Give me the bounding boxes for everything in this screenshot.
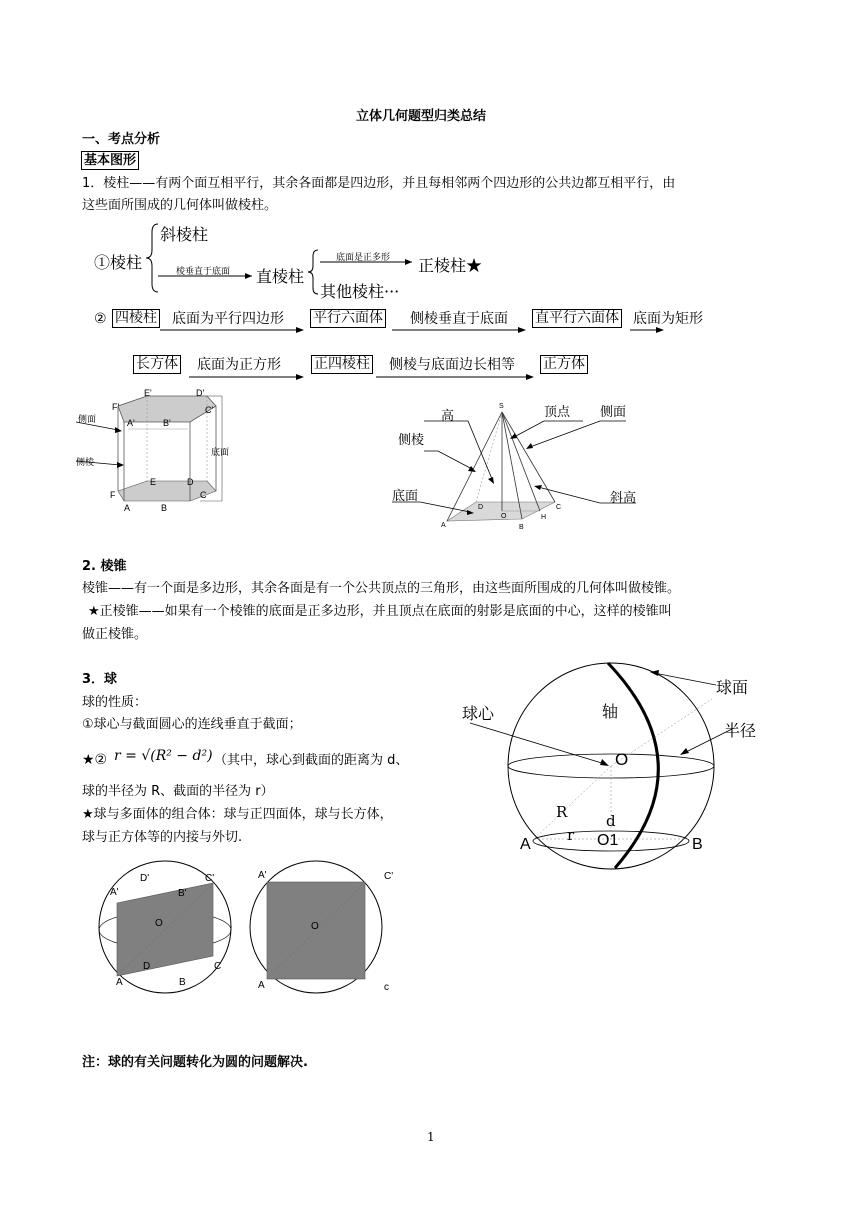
pyramid-vertex-S: S <box>499 403 504 410</box>
chain-parallelepiped: 平行六面体 <box>310 309 386 328</box>
chain-cuboid: 长方体 <box>133 355 181 374</box>
pyramid-label-side-face: 侧面 <box>600 405 627 420</box>
sphere-label-axis: 轴 <box>602 702 619 721</box>
sphere-properties-heading: 球的性质： <box>82 695 148 710</box>
chain-number: ② <box>94 311 107 327</box>
sphere-center-O: O <box>615 750 629 769</box>
chain-label-equal-edges: 侧棱与底面边长相等 <box>389 357 515 373</box>
hex-vertex-E: E <box>150 477 157 487</box>
sphere-property-2-note: （其中，球心到截面的距离为 d、 <box>214 753 409 768</box>
insc-right-c: c <box>384 982 389 993</box>
tree-right-prism: 直棱柱 <box>256 267 305 286</box>
pyramid-definition: 棱锥——有一个面是多边形，其余各面是有一个公共顶点的三角形，由这些面所围成的几何体叫做棱锥。 <box>82 581 681 596</box>
insc-right-O: O <box>311 921 319 932</box>
insc-left-B: B <box>179 977 186 988</box>
chain-cube: 正方体 <box>540 355 588 374</box>
hex-label-side-face: 侧面 <box>78 415 97 425</box>
insc-left-A: A <box>116 977 123 988</box>
insc-left-O: O <box>155 918 163 929</box>
insc-left-D: D <box>143 961 151 972</box>
hex-vertex-F1: F' <box>112 402 120 412</box>
insc-right-A: A <box>258 980 265 991</box>
pyramid-vertex-O: O <box>501 513 507 520</box>
sphere-property-2-line2: 球的半径为 R、截面的半径为 r） <box>82 784 274 799</box>
pyramid-vertex-C: C <box>556 504 562 511</box>
chain-right-parallelepiped: 直平行六面体 <box>532 309 622 328</box>
sphere-point-A: A <box>520 836 531 853</box>
hex-vertex-F: F <box>110 490 116 500</box>
sphere-combo-line2: 球与正方体等的内接与外切. <box>82 830 243 845</box>
prism-definition-line1: 1．棱柱——有两个面互相平行，其余各面都是四边形，并且每相邻两个四边形的公共边都互相平行，由 <box>82 176 676 191</box>
sphere-property-2-prefix: ★② <box>82 752 108 768</box>
pyramid-vertex-H: H <box>541 514 547 521</box>
sphere-point-B: B <box>692 836 703 853</box>
inscribed-solids-figure <box>85 855 415 995</box>
sphere-label-R: R <box>556 803 568 821</box>
tree-base-regular-label: 底面是正多形 <box>336 253 391 263</box>
pyramid-vertex-D: D <box>478 504 484 511</box>
basic-figures-label: 基本图形 <box>81 151 139 170</box>
chain-quadprism: 四棱柱 <box>112 309 160 328</box>
insc-right-A1: A' <box>258 870 267 881</box>
hex-vertex-C1: C' <box>205 405 214 415</box>
pyramid-section-title: 2. 棱锥 <box>82 559 127 574</box>
pyramid-label-slant-height: 斜高 <box>610 491 637 506</box>
hex-vertex-D: D <box>187 477 194 487</box>
page-title: 立体几何题型归类总结 <box>356 109 487 124</box>
insc-left-A1: A' <box>110 887 119 898</box>
chain-label-lateral-perp: 侧棱垂直于底面 <box>410 311 508 327</box>
hex-vertex-D1: D' <box>196 388 205 398</box>
sphere-label-surface: 球面 <box>716 678 749 697</box>
tree-oblique-prism: 斜棱柱 <box>160 225 209 244</box>
tree-regular-prism: 正棱柱★ <box>418 256 483 275</box>
hex-vertex-B1: B' <box>163 418 171 428</box>
hex-vertex-C: C <box>200 490 207 500</box>
pyramid-vertex-A: A <box>441 522 446 529</box>
pyramid-label-apex: 顶点 <box>544 405 571 420</box>
tree-edge-perp-label: 棱垂直于底面 <box>176 267 231 277</box>
hex-label-base: 底面 <box>211 448 230 458</box>
chain-regular-quadprism: 正四棱柱 <box>311 355 373 374</box>
hex-label-side-edge: 侧棱 <box>76 458 95 468</box>
prism-definition-line2: 这些面所围成的几何体叫做棱柱。 <box>82 198 278 213</box>
sphere-note: 注：球的有关问题转化为圆的问题解决. <box>82 1055 308 1070</box>
chain-label-rect-base: 底面为矩形 <box>633 311 703 327</box>
pyramid-label-height: 高 <box>441 409 455 424</box>
hex-vertex-E1: E' <box>144 388 152 398</box>
hex-vertex-B: B <box>161 503 168 513</box>
insc-left-B1: B' <box>178 888 187 899</box>
hex-vertex-A1: A' <box>127 418 135 428</box>
section-heading: 一、考点分析 <box>82 132 161 147</box>
chain-label-parallelogram-base: 底面为平行四边形 <box>172 311 284 327</box>
pyramid-vertex-B: B <box>519 524 524 531</box>
insc-left-D1: D' <box>140 873 150 884</box>
regular-pyramid-definition-line2: 做正棱锥。 <box>82 627 148 642</box>
sphere-label-center: 球心 <box>462 704 495 723</box>
page-number: 1 <box>427 1130 435 1144</box>
sphere-label-radius: 半径 <box>724 721 757 740</box>
insc-right-C1: C' <box>384 871 394 882</box>
tree-other-prism: 其他棱柱··· <box>320 282 400 301</box>
insc-left-C: C <box>214 961 222 972</box>
sphere-combo-line1: ★球与多面体的组合体：球与正四面体，球与长方体， <box>82 807 393 822</box>
insc-left-C1: C' <box>205 873 215 884</box>
sphere-formula: r = √(R² − d²) <box>114 748 213 764</box>
sphere-section-title: 3．球 <box>82 672 118 687</box>
hex-vertex-A: A <box>124 503 131 513</box>
sphere-property-1: ①球心与截面圆心的连线垂直于截面； <box>82 717 302 732</box>
sphere-label-d: d <box>606 812 616 830</box>
regular-pyramid-definition-line1: ★正棱锥——如果有一个棱锥的底面是正多边形，并且顶点在底面的射影是底面的中心，这样的棱锥叫 <box>88 604 672 619</box>
pyramid-label-base: 底面 <box>392 489 419 504</box>
sphere-label-r: r <box>567 826 575 844</box>
chain-label-square-base: 底面为正方形 <box>197 357 281 373</box>
sphere-label-O1: O1 <box>597 832 619 849</box>
pyramid-label-side-edge: 侧棱 <box>398 433 425 448</box>
tree-prism: ①棱柱 <box>94 253 143 272</box>
